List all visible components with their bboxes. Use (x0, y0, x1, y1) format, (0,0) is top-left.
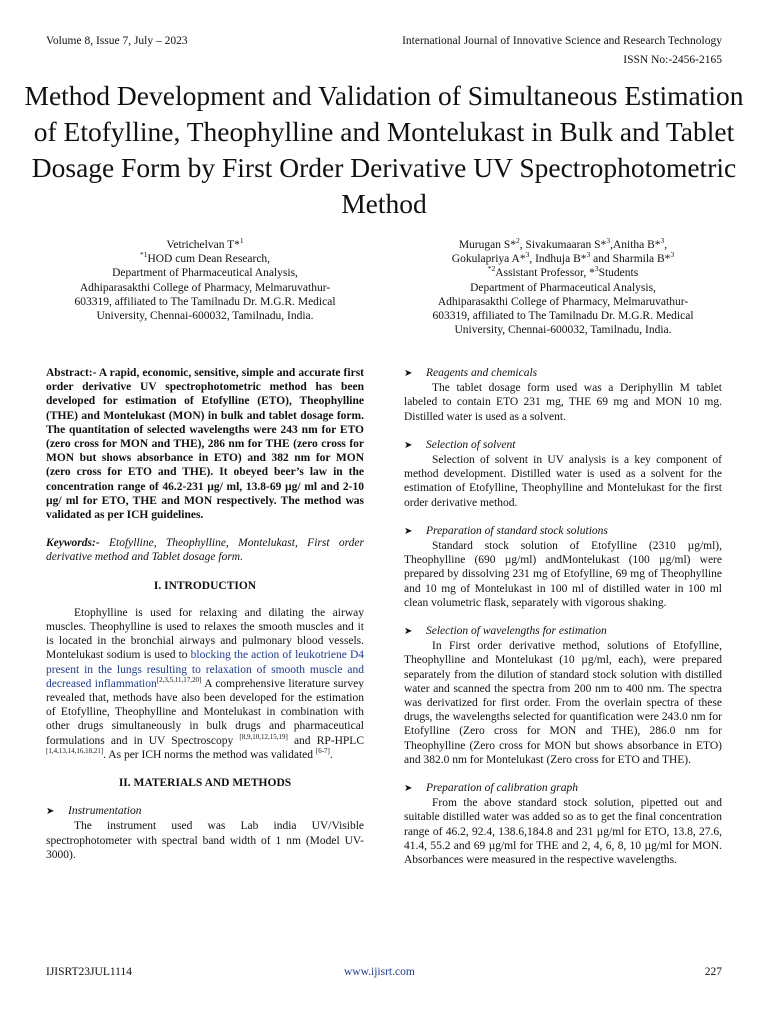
arrow-bullet-icon: ➤ (404, 525, 413, 537)
paper-title: Method Development and Validation of Simultaneous Estimation of Etofylline, Theophylline and Montelukast in Bulk and Tablet Dosage Form by First Order Derivative UV Spectrophotometric Method (24, 80, 744, 219)
author-roles: $^{*2}$Assistant Professor, *$^3$Students (487, 264, 639, 280)
author-univ: University, Chennai-600032, Tamilnadu, India. (454, 324, 672, 337)
subheading-reagents: ➤ Reagents and chemicals (404, 366, 722, 381)
issn: ISSN No:-2456-2165 (623, 54, 722, 66)
author-dept: Department of Pharmaceutical Analysis, (112, 267, 298, 280)
author-block-right (404, 238, 722, 337)
author-affil: 603319, affiliated to The Tamilnadu Dr. M.G.R. Medical (432, 310, 694, 323)
subheading-calibration: ➤ Preparation of calibration graph (404, 781, 722, 796)
footer-url-link[interactable]: www.ijisrt.com (344, 966, 415, 978)
author-names-line1: Murugan S*$^2$, Sivakumaaran S*$^3$,Anitha B*$^3$, (458, 236, 668, 251)
left-column (46, 366, 364, 862)
author-affil: 603319, affiliated to The Tamilnadu Dr. M.G.R. Medical (74, 295, 336, 308)
author-college: Adhiparasakthi College of Pharmacy, Melmaruvathur- (437, 295, 689, 308)
footer-code: IJISRT23JUL1114 (46, 966, 132, 978)
subheading-instrumentation: ➤ Instrumentation (46, 804, 364, 819)
page-number: 227 (704, 966, 722, 978)
stock-text: Standard stock solution of Etofylline (2310 µg/ml), Theophylline (690 µg/ml) andMontelukast (100 µg/ml) were prepared by dissolving 231 mg of Etofylline, 69 mg of Theophylline and 10 mg of Montelukast in 100 ml of distilled water in 100 ml clean volumetric flask, separately with vigorous shaking. (404, 540, 722, 609)
author-role: HOD cum Dean Research, (147, 253, 271, 266)
arrow-bullet-icon: ➤ (404, 368, 413, 379)
arrow-bullet-icon: ➤ (404, 626, 413, 638)
subheading-wavelengths: ➤ Selection of wavelengths for estimation (404, 624, 722, 639)
intro-paragraph: Etophylline is used for relaxing and dilating the airway muscles. Theophylline is used to relaxes the smooth muscles and it is located in the bronchial airways and pulmonary blood vessels. Montelukast sodium is used to blocking the action of leukotriene D4 present in the lungs resulting to relaxation of smooth muscle and decreased inflammation[2,3,5,11,17,20] A comprehensive literature survey revealed that, methods have also been developed for the estimation of Etofylline, Theophylline and Montelukast in combination with other drugs simultaneously in bulk drugs and pharmaceutical formulations and in UV Spectroscopy [8,9,10,12,15,19] and RP-HPLC [1,4,13,14,16,18,21]. As per ICH norms the method was validated [6-7]. (46, 606, 364, 761)
author-dept: Department of Pharmaceutical Analysis, (470, 281, 656, 294)
subheading-solvent: ➤ Selection of solvent (404, 438, 722, 453)
wavelength-text: In First order derivative method, solutions of Etofylline, Theophylline and Montelukast (10 µg/ml, each), were prepared separately from the dilution of standard stock solution with distilled water and scanned the spectra from 200 nm to 400 nm. The spectra was derivatized for first order. From the overlain spectra of these drugs, the wavelengths selected for quantification were 243.0 nm for Etofylline (Zero cross for MON and THE), 286.0 nm for Theophylline (Zero cross for MON but shows absorbance in ETO) and 382.0 nm for Montelukast (Zero cross for ETO and THE). (404, 640, 722, 766)
abstract: Abstract:- A rapid, economic, sensitive, simple and accurate first order derivative UV spectrophotometric method has been developed for estimation of Etofylline (ETO), Theophylline (THE) and Montelukast (MON) in bulk and tablet dosage form. The quantitation of selected wavelengths were 243 nm for ETO (zero cross for MON and THE), 286 nm for THE (zero cross for MON but shows absorbance in ETO) and 382 nm for MON (zero cross for ETO and THE). It obeyed beer’s law in the concentration range of 46.2-231 µg/ ml, 13.8-69 µg/ ml and 2-10 µg/ ml for ETO, THE and MON respectively. The method was validated as per ICH guidelines. (46, 367, 364, 522)
arrow-bullet-icon: ➤ (404, 783, 413, 795)
volume-info: Volume 8, Issue 7, July – 2023 (46, 35, 188, 47)
reagents-text: The tablet dosage form used was a Deriphyllin M tablet labeled to contain ETO 231 mg, THE 69 mg and MON 10 mg. Distilled water is used as a solvent. (404, 382, 722, 423)
arrow-bullet-icon: ➤ (46, 806, 55, 818)
instrumentation-text: The instrument used was Lab india UV/Visible spectrophotometer with spectral band width of 1 nm (Model UV- 3000). (46, 820, 364, 861)
author-univ: University, Chennai-600032, Tamilnadu, India. (96, 310, 314, 323)
author-block-left: Vetrichelvan T*$^1$ $^{*1}$HOD cum Dean Research, Department of Pharmaceutical Analysis, Adhiparasakthi College of Pharmacy, Melmaruvathur- 603319, affiliated to The Tamilnadu Dr. M.G.R. Medical University, Chennai-600032, Tamilnadu, India. (46, 238, 364, 323)
keywords: Keywords:- Etofylline, Theophylline, Montelukast, First order derivative method and Tablet dosage form. (46, 537, 364, 564)
section-heading-methods: II. MATERIALS AND METHODS (118, 777, 292, 790)
calibration-text: From the above standard stock solution, pipetted out and suitable distilled water was added so as to get the final concentration range of 46.2, 92.4, 138.6,184.8 and 231 µg/ml for ETO, 13.8, 27.6, 41.4, 55.2 and 69 µg/ml for THE and 2, 4, 6, 8, 10 µg/ml for MON. Absorbances were measured in the respective wavelengths. (404, 797, 722, 867)
subheading-stock-solutions: ➤ Preparation of standard stock solutions (404, 524, 722, 539)
intro-link-text[interactable]: blocking the action of leukotriene D4 present in the lungs resulting to relaxation of smooth muscle and decreased inflammation (46, 649, 364, 690)
solvent-text: Selection of solvent in UV analysis is a key component of method development. Distilled water is used as a solvent for the estimation of Etofylline, Theophylline and Montelukast for the first order derivative method. (404, 454, 722, 509)
journal-name: International Journal of Innovative Science and Research Technology (402, 35, 722, 47)
author-name: Vetrichelvan T* (166, 239, 240, 251)
author-names-line2: Gokulapriya A*$^3$, Indhuja B*$^3$ and Sharmila B*$^3$ (451, 250, 675, 266)
arrow-bullet-icon: ➤ (404, 439, 413, 451)
right-column (404, 366, 722, 867)
section-heading-introduction: I. INTRODUCTION (153, 579, 257, 592)
author-college: Adhiparasakthi College of Pharmacy, Melmaruvathur- (79, 281, 331, 294)
